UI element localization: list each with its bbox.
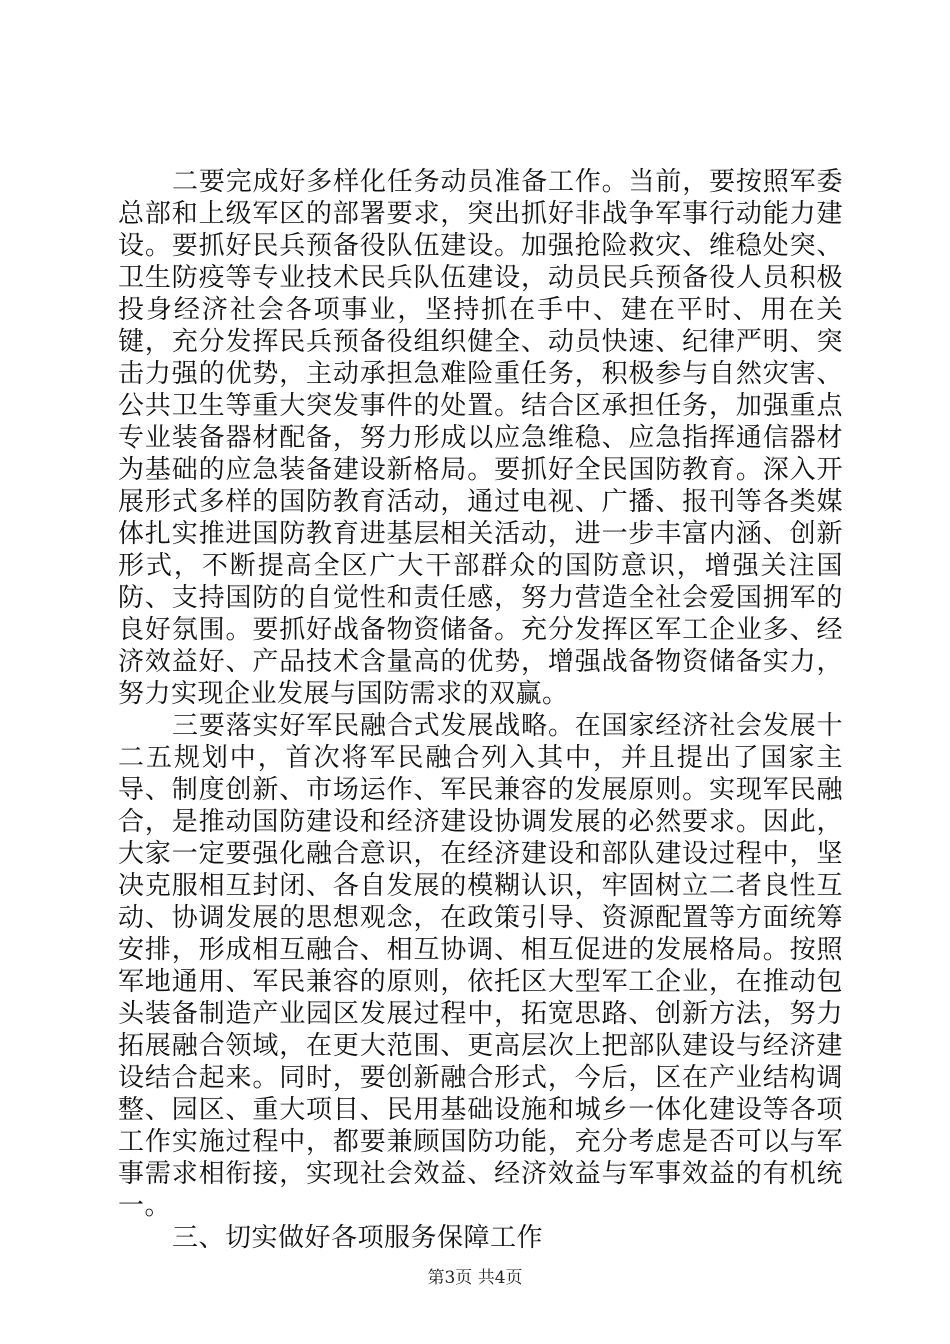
document-body <box>118 166 843 1254</box>
page-number-footer: 第3页 共4页 <box>427 1268 523 1288</box>
section-heading: 三、切实做好各项服务保障工作 <box>172 1223 544 1253</box>
paragraph-civil-military-integration: 三要落实好军民融合式发展战略。在国家经济社会发展十二五规划中，首次将军民融合列入其中，并且提出了国家主导、制度创新、市场运作、军民兼容的发展原则。实现军民融合，是推动国防建设和经济建设协调发展的必然要求。因此，大家一定要强化融合意识，在经济建设和部队建设过程中，坚决克服相互封闭、各自发展的模糊认识，牢固树立二者良性互动、协调发展的思想观念，在政策引导、资源配置等方面统筹安排，形成相互融合、相互协调、相互促进的发展格局。按照军地通用、军民兼容的原则，依托区大型军工企业，在推动包头装备制造产业园区发展过程中，拓宽思路、创新方法，努力拓展融合领域，在更大范围、更高层次上把部队建设与经济建设结合起来。同时，要创新融合形式，今后，区在产业结构调整、园区、重大项目、民用基础设施和城乡一体化建设等各项工作实施过程中，都要兼顾国防功能，充分考虑是否可以与军事需求相衔接，实现社会效益、经济效益与军事效益的有机统一。 <box>118 711 843 1221</box>
paragraph-mobilization: 二要完成好多样化任务动员准备工作。当前，要按照军委总部和上级军区的部署要求，突出抓好非战争军事行动能力建设。要抓好民兵预备役队伍建设。加强抢险救灾、维稳处突、卫生防疫等专业技术民兵队伍建设，动员民兵预备役人员积极投身经济社会各项事业，坚持抓在手中、建在平时、用在关键，充分发挥民兵预备役组织健全、动员快速、纪律严明、突击力强的优势，主动承担急难险重任务，积极参与自然灾害、公共卫生等重大突发事件的处置。结合区承担任务，加强重点专业装备器材配备，努力形成以应急维稳、应急指挥通信器材为基础的应急装备建设新格局。要抓好全民国防教育。深入开展形式多样的国防教育活动，通过电视、广播、报刊等各类媒体扎实推进国防教育进基层相关活动，进一步丰富内涵、创新形式，不断提高全区广大干部群众的国防意识，增强关注国防、支持国防的自觉性和责任感，努力营造全社会爱国拥军的良好氛围。要抓好战备物资储备。充分发挥区军工企业多、经济效益好、产品技术含量高的优势，增强战备物资储备实力，努力实现企业发展与国防需求的双赢。 <box>118 167 843 709</box>
